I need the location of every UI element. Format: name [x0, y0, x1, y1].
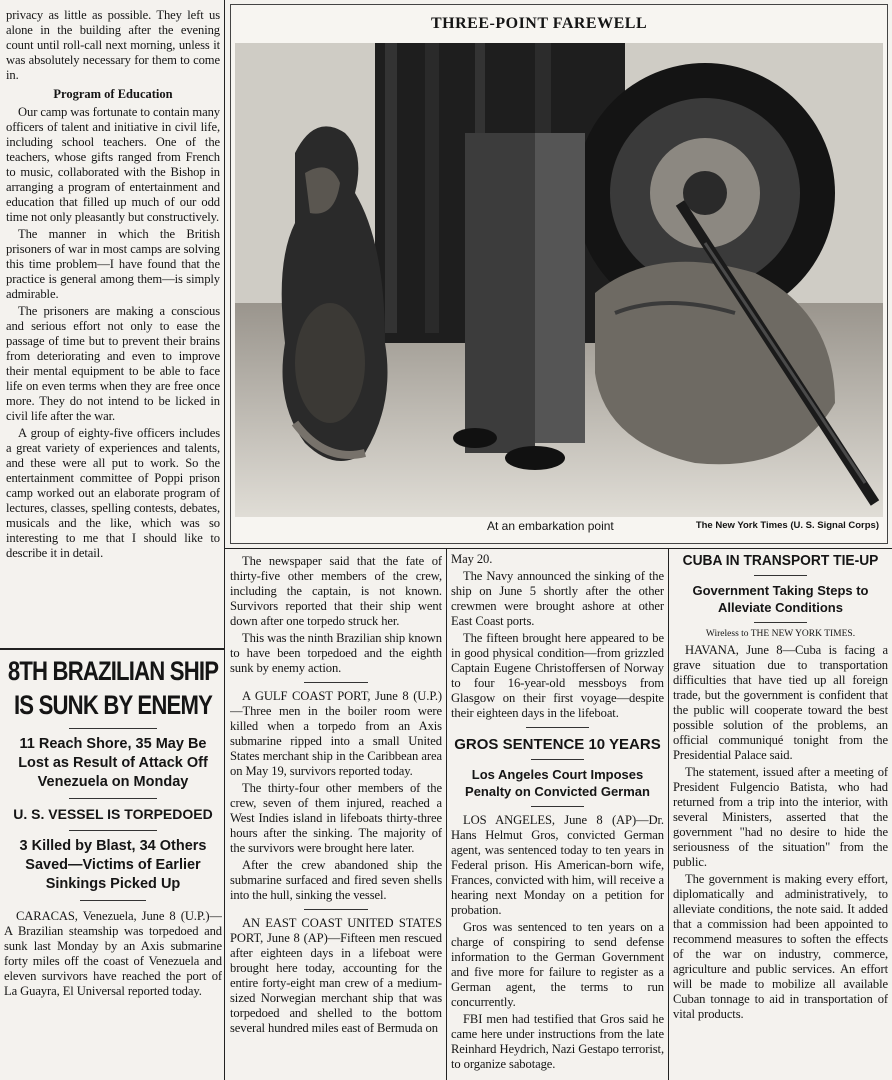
article-paragraph	[673, 643, 888, 763]
article-paragraph: privacy as little as possible. They left us alone in the building after the evening count until roll-call next morning, unless it was absolutely necessary for them to come in.	[6, 8, 220, 82]
article-paragraph	[4, 909, 222, 999]
divider	[754, 622, 808, 623]
photo-caption: At an embarkation point	[487, 519, 614, 533]
article-paragraph: A group of eighty-five officers includes a great variety of experiences and talents, and these were all put to work. So the entertainment committee of Poppi prison camp worked out an elaborate program of lectures, classes, spelling contests, debates, musicals and the like, which was so interesting to me that I should like to describe it in detail.	[6, 426, 220, 560]
article-paragraph: The statement, issued after a meeting of President Fulgencio Batista, who had returned from a trip into the interior, with several Ministers, asserted that the government "had no desire to hide the seriousness of the situation" from the public.	[673, 765, 888, 869]
dateline: A GULF COAST PORT, June 8	[242, 689, 409, 703]
brazil-article	[4, 654, 222, 1080]
divider	[531, 759, 584, 760]
deck: 3 Killed by Blast, 34 Others Saved—Victims of Earlier Sinkings Picked Up	[19, 838, 207, 892]
article-paragraph: The government is making every effort, diplomatically and administratively, to alleviate conditions, the note said. It added that a commission had been appointed to recommend measures to soften the effects of the war on industry, commerce, agriculture and public services. An effort will be made to mobilize all available Cuban tonnage to aid in transportation of vital products.	[673, 872, 888, 1021]
subhead: Program of Education	[53, 87, 173, 101]
column-rule	[224, 0, 225, 1080]
article-paragraph: This was the ninth Brazilian ship known to have been torpedoed and the eighth sunk by enemy action.	[230, 631, 442, 675]
article-paragraph: After the crew abandoned ship the submarine surfaced and fired seven shells into the hull, sinking the vessel.	[230, 858, 442, 902]
divider	[69, 798, 156, 799]
article-paragraph	[230, 689, 442, 779]
divider	[304, 909, 368, 910]
cuba-headline: CUBA IN TRANSPORT TIE-UP	[682, 552, 879, 569]
article-paragraph: The manner in which the British prisoners of war in most camps are solving this time problem—I have found that the practice is general among them—is simply admirable.	[6, 227, 220, 301]
article-paragraph: The newspaper said that the fate of thirty-five other members of the crew, including the captain, is not known. Survivors reported that their ship went down after one torpedo struck her.	[230, 554, 442, 628]
article-paragraph: May 20.	[451, 552, 493, 566]
gros-headline: GROS SENTENCE 10 YEARS	[454, 736, 661, 753]
article-text: —Cuba is facing a grave situation due to transportation difficulties that have tied up all foreign trade, but the government is confident that the public will cooperate toward the best possible solution of the problems, an official communiqué tonight from the Presidential Palace said.	[673, 643, 888, 762]
column-rule	[668, 548, 669, 1080]
article-paragraph: The prisoners are making a conscious and serious effort not only to ease the passage of time but to prevent their brains from deteriorating and even to improve their mental equipment to be able to face life on even terms when they are free once more. They do not intend to be licked in civil life after the war.	[6, 304, 220, 423]
wireless-credit: Wireless to THE NEW YORK TIMES.	[705, 629, 856, 639]
article-text: (U.P.)—Three men in the boiler room were killed when a torpedo from an Axis submarine ripped into a small United States merchant ship in the Caribbean area on May 19, survivors reported today.	[230, 689, 442, 778]
article-text: (AP)—Dr. Hans Helmut Gros, convicted German agent, was sentenced today to ten years in Federal prison. His American-born wife, Frances, convicted with him, will receive a hearing next Monday on a petition for probation.	[451, 813, 664, 917]
deck: U. S. VESSEL IS TORPEDOED	[13, 806, 213, 822]
middle-column	[230, 554, 442, 1080]
article-paragraph: Gros was sentenced to ten years on a charge of conspiring to send defense information to the German Government and five more for failure to register as a German agent, the terms to run concurrently.	[451, 920, 664, 1009]
article-paragraph: FBI men had testified that Gros said he came here under instructions from the late Reinhard Heydrich, Nazi Gestapo terrorist, to organize sabotage.	[451, 1012, 664, 1071]
photo-block	[230, 4, 888, 544]
photo-title: THREE-POINT FAREWELL	[431, 15, 648, 32]
divider	[80, 900, 145, 901]
article-text: (AP)—Fifteen men rescued after eighteen days in a lifeboat were brought here today, accounting for the entire forty-eight man crew of a medium-sized Norwegian merchant ship that was torpedoed and shelled to the bottom several hundred miles east of Bermuda on	[230, 931, 442, 1035]
article-paragraph: The thirty-four other members of the crew, seven of them injured, reached a West Indies island in lifeboats thirty-three hours after the sinking. The majority of the survivors were brought here later.	[230, 781, 442, 855]
soldier-legs	[465, 133, 535, 453]
article-text: (U.P.)—A Brazilian steamship was torpedoed and sunk last Monday by an Axis submarine forty miles off the coast of Venezuela and eleven survivors have reached the port of La Guayra, El Universal reported today.	[4, 909, 222, 998]
column-rule	[446, 548, 447, 1080]
divider	[531, 806, 584, 807]
section-rule	[224, 548, 892, 549]
education-article	[6, 8, 220, 646]
divider	[754, 575, 808, 576]
article-paragraph	[451, 813, 664, 918]
dateline: HAVANA, June 8	[685, 643, 783, 657]
divider	[69, 728, 156, 729]
cuba-article	[673, 552, 888, 1080]
divider	[526, 727, 590, 728]
dateline: AN EAST COAST UNITED STATES PORT, June 8	[230, 916, 442, 945]
deck: Government Taking Steps to Alleviate Conditions	[692, 583, 869, 615]
deck: Los Angeles Court Imposes Penalty on Convicted German	[465, 767, 650, 799]
headline: 8TH BRAZILIAN SHIP	[7, 656, 219, 686]
divider	[304, 682, 368, 683]
section-rule	[0, 648, 224, 650]
dateline: CARACAS, Venezuela, June 8	[16, 909, 176, 923]
photo-image	[235, 43, 883, 517]
article-paragraph	[230, 916, 442, 1036]
article-paragraph: The Navy announced the sinking of the ship on June 5 shortly after the other crewmen were brought ashore at other East Coast ports.	[451, 569, 664, 628]
right-middle-column	[451, 552, 664, 1080]
dateline: LOS ANGELES, June 8	[463, 813, 603, 827]
article-paragraph: The fifteen brought here appeared to be in good physical condition—from grizzled Captain Eugene Christoffersen of Norway to four 16-year-old messboys from Glasgow on their first voyage—despite their eighteen days in the lifeboat.	[451, 631, 664, 720]
divider	[69, 830, 156, 831]
embarkation-photo	[235, 43, 883, 517]
headline: IS SUNK BY ENEMY	[13, 690, 213, 720]
deck: 11 Reach Shore, 35 May Be Lost as Result of Attack Off Venezuela on Monday	[18, 736, 208, 790]
photo-credit: The New York Times (U. S. Signal Corps)	[695, 520, 879, 531]
article-paragraph: Our camp was fortunate to contain many officers of talent and initiative in civil life, including school teachers. One of the teachers, whose gifts ranged from French to music, collaborated with the Bishop in arranging a program of entertainment and education that filled up much of our odd time not only pleasantly but constructively.	[6, 105, 220, 224]
